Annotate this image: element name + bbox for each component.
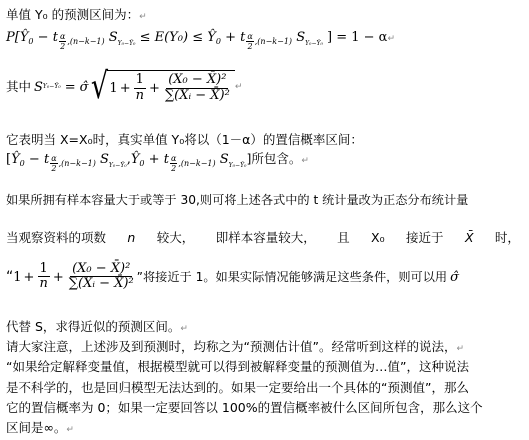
paragraph-mark: ↵	[139, 12, 147, 22]
paragraph-mark: ↵	[456, 344, 465, 354]
square-root: √ 1 + $\frac{1}{n}$ + $\frac{\text{(X₀ − X̄)²}}{\text{∑(Xᵢ − X̄)²}}$	[88, 70, 234, 104]
text-line-8: “ 1 + $\frac{1}{n}$ + $\frac{\text{(X₀ − X̄)²}}{\text{∑(Xᵢ − X̄)²}}$ ”将接近于 1。如果实际情况能够满足这些条件，则可以用 σ̂	[6, 261, 459, 292]
text-line-9: 代替 S，求得近似的预测区间。↵	[6, 319, 188, 334]
formula-prediction-interval: $P[Ŷ_0 - t$ $_{\frac{\alpha}{2} ,(n-k-1)}$ $S_{Y_0-Ŷ_0} \le E(Y_0)$ ≤ $Ŷ_0 + t$ $_{\frac{\alpha}{2} ,(n-k-1)}$ $S_{Y_0-Ŷ_0}$ ] = 1 − α↵	[6, 30, 395, 52]
text-line-4: 它表明当 X=X₀时，真实单值 Y₀将以（1－α）的置信概率区间：	[6, 132, 363, 147]
text-line-11: “如果给定解释变量值，根据模型就可以得到被解释变量的预测值为…值”，这种说法	[6, 359, 469, 374]
paragraph-mark: ↵	[234, 81, 243, 92]
text-line-12: 是不科学的，也是回归模型无法达到的。如果一定要给出一个具体的“预测值”，那么	[6, 380, 469, 395]
paragraph-mark: ↵	[66, 425, 74, 435]
paragraph-mark: ↵	[301, 156, 309, 166]
formula-interval: [$Ŷ_0 - t$ $_{\frac{\alpha}{2} ,(n-k-1)}$ $S_{Y_0-Ŷ_0},Ŷ_0 + t$ $_{\frac{\alpha}{2} ,(n-k-1)}$ $S_{Y_0-Ŷ_0}$]所包含。↵	[6, 151, 309, 174]
text-line-1: 单值 Y₀ 的预测区间为：↵	[6, 7, 147, 22]
text-line-7: 当观察资料的项数 n 较大， 即样本容量较大， 且 X₀ 接近于 X̄ 时，	[6, 230, 520, 245]
text-line-13: 它的置信概率为 0；如果一定要回答以 100%的置信概率被什么区间所包含，那么这个	[6, 400, 483, 415]
text-line-10: 请大家注意，上述涉及到预测时，均称之为“预测估计值”。经常听到这样的说法，↵	[6, 339, 465, 354]
text-line-6: 如果所拥有样本容量大于或等于 30,则可将上述各式中的 t 统计量改为正态分布统计量	[6, 193, 469, 207]
text-line-14: 区间是∞。↵	[6, 420, 74, 435]
paragraph-mark: ↵	[180, 324, 188, 334]
paragraph-mark: ↵	[387, 34, 395, 44]
formula-standard-error: 其中 S Y₀−Ŷ₀ = σ̂ √ 1 + $\frac{1}{n}$ + $\frac{\text{(X₀ − X̄)²}}{\text{∑(Xᵢ − X̄)²}}$ ↵	[6, 66, 243, 107]
